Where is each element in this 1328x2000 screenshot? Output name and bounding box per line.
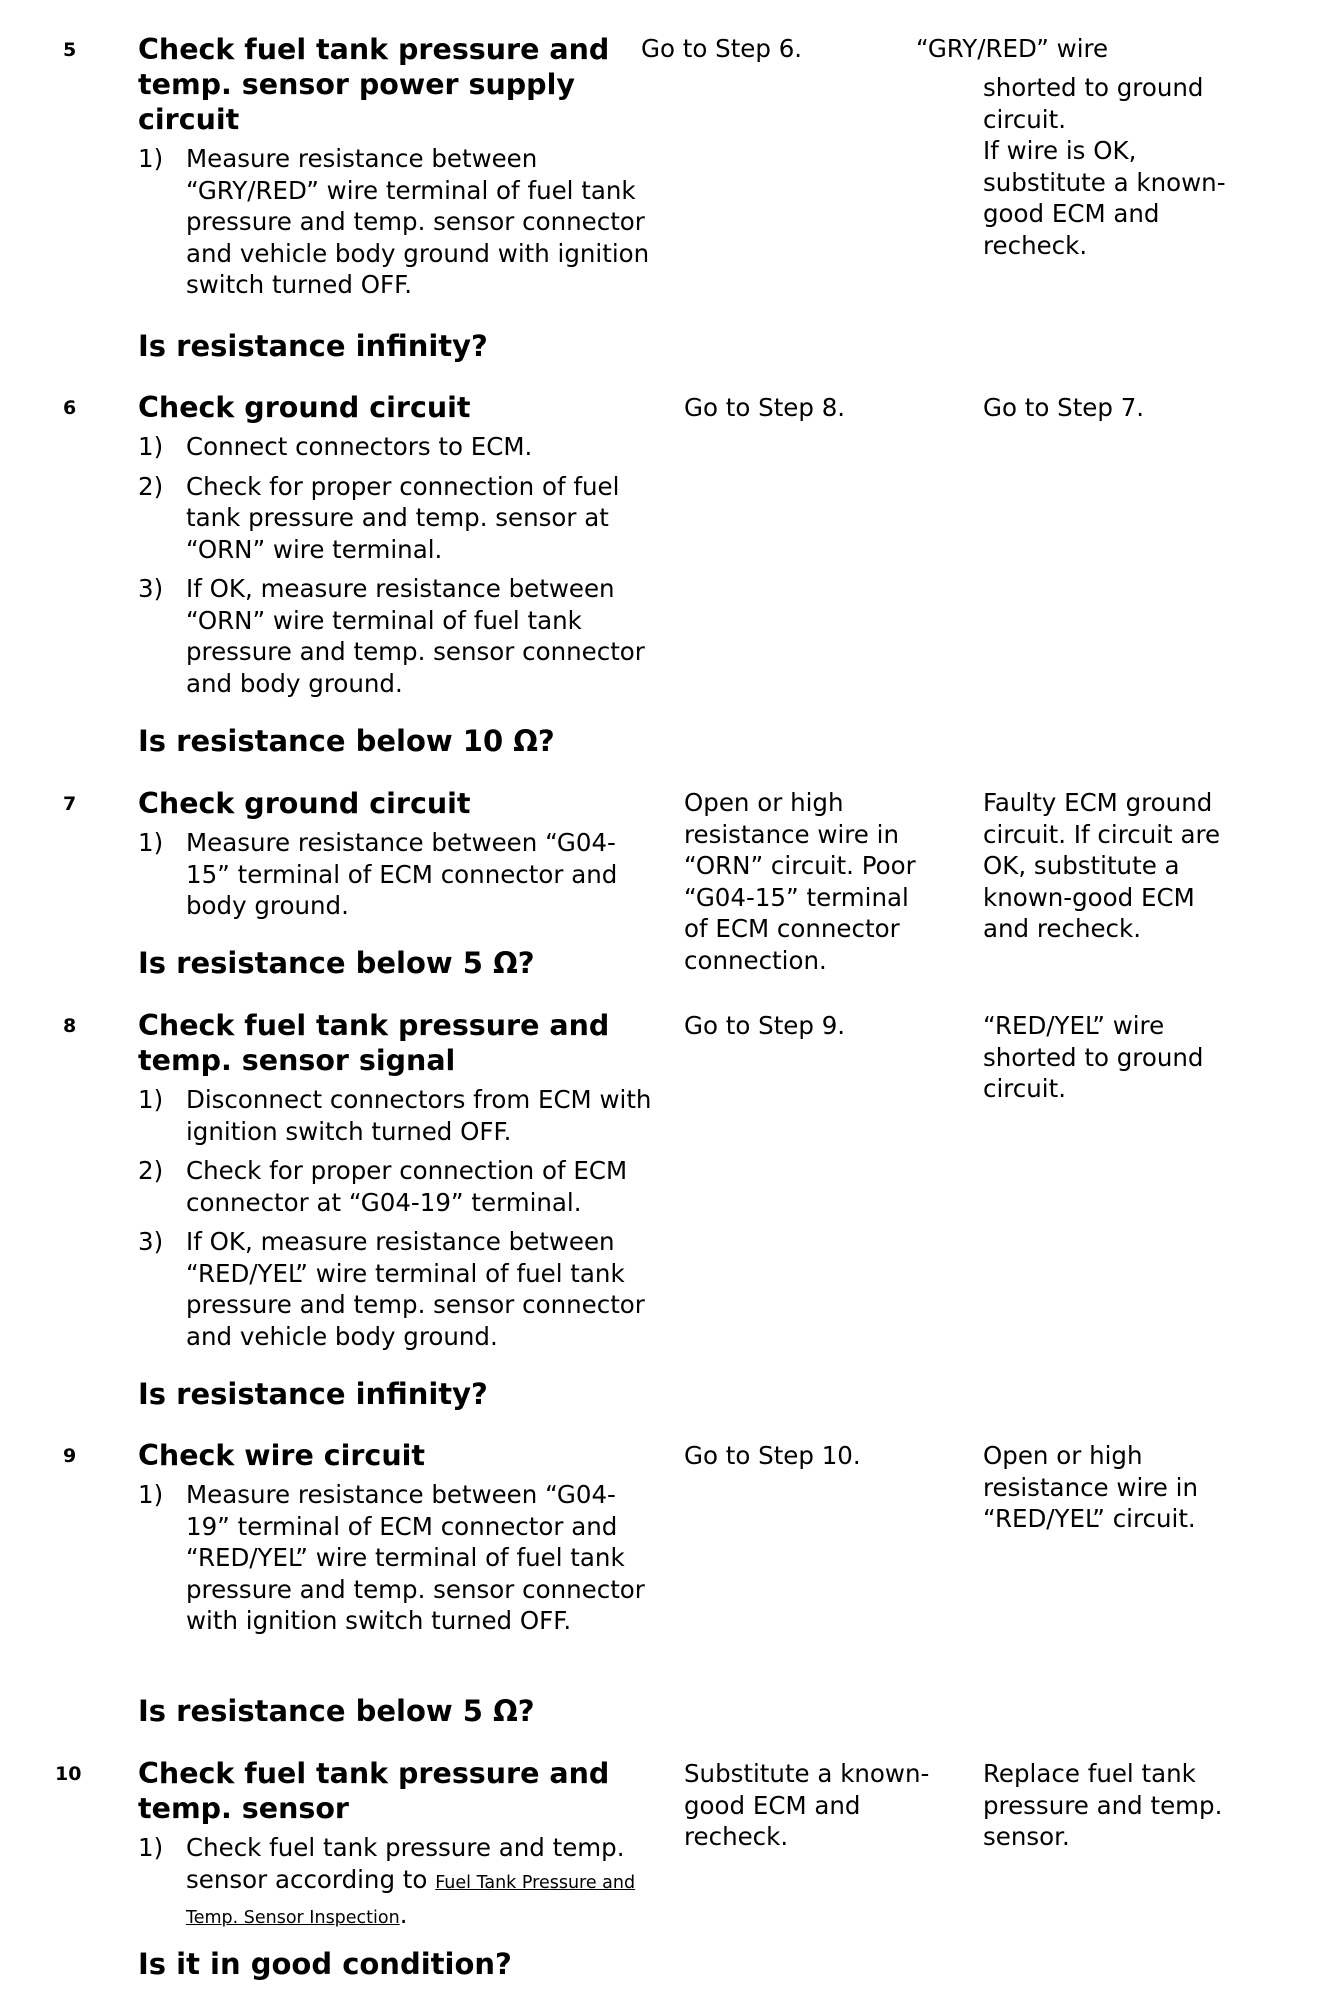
item-index: 1) — [138, 144, 164, 173]
item-index: 1) — [138, 432, 164, 461]
instruction-list — [138, 827, 658, 922]
item-text: If OK, measure resistance between “ORN” wire terminal of fuel tank pressure and temp. sensor connector and body ground. — [186, 574, 645, 698]
item-text-end: . — [399, 1900, 408, 1929]
item-index: 1) — [138, 1480, 164, 1509]
no-result: Faulty ECM ground circuit. If circuit are OK, substitute a known-good ECM and recheck. — [983, 788, 1221, 943]
step-title: Check fuel tank pressure and temp. sensor signal — [138, 1009, 610, 1077]
item-index: 2) — [138, 1156, 164, 1185]
step-action — [138, 390, 658, 707]
instruction-list — [138, 1084, 658, 1352]
step-title: Check fuel tank pressure and temp. sensor — [138, 1757, 610, 1825]
step-title: Check wire circuit — [138, 1439, 426, 1472]
step-number: 5 — [63, 39, 77, 61]
item-text: Measure resistance between “G04-19” terminal of ECM connector and “RED/YEL” wire terminal of fuel tank pressure and temp. sensor connector with ignition switch turned OFF. — [186, 1480, 645, 1635]
no-result: “RED/YEL” wire shorted to ground circuit. — [983, 1011, 1204, 1103]
item-index: 2) — [138, 471, 164, 501]
instruction-list — [138, 143, 658, 301]
step-question: Is resistance below 5 Ω? — [138, 946, 535, 980]
step-action — [138, 1438, 658, 1645]
instruction-item — [138, 1155, 658, 1218]
item-text: Check fuel tank pressure and temp. sensor according to — [186, 1833, 625, 1894]
no-result: shorted to ground circuit. If wire is OK, substitute a known- good ECM and recheck. — [983, 73, 1226, 260]
instruction-list — [138, 431, 658, 699]
step-title: Check ground circuit — [138, 787, 471, 820]
step-number: 9 — [63, 1445, 77, 1467]
instruction-item — [138, 471, 658, 566]
step-question: Is resistance infinity? — [138, 329, 488, 363]
item-index: 1) — [138, 1085, 164, 1114]
item-text: Connect connectors to ECM. — [186, 432, 533, 461]
item-text: Measure resistance between “G04-15” terminal of ECM connector and body ground. — [186, 828, 618, 920]
item-text: Disconnect connectors from ECM with ignition switch turned OFF. — [186, 1085, 652, 1146]
instruction-item — [138, 1084, 658, 1147]
instruction-item — [138, 1832, 658, 1935]
instruction-list — [138, 1832, 658, 1935]
yes-result: Open or high resistance wire in “ORN” circuit. Poor “G04-15” terminal of ECM connector connection. — [684, 788, 916, 975]
yes-result: Go to Step 6. — [641, 34, 803, 63]
instruction-item — [138, 573, 658, 699]
yes-result: Go to Step 10. — [684, 1441, 861, 1470]
step-question: Is resistance below 10 Ω? — [138, 724, 555, 758]
item-text: Measure resistance between “GRY/RED” wire terminal of fuel tank pressure and temp. sensor connector and vehicle body ground with ignition switch turned OFF. — [186, 144, 650, 299]
step-number: 8 — [63, 1015, 77, 1037]
step-action — [138, 1008, 658, 1360]
inspection-link[interactable]: Fuel Tank Pressure and Temp. Sensor Inspection — [186, 1872, 636, 1928]
no-result: Go to Step 7. — [983, 393, 1145, 422]
instruction-item — [138, 431, 658, 463]
item-index: 1) — [138, 1833, 164, 1862]
no-result: Replace fuel tank pressure and temp. sensor. — [983, 1759, 1223, 1851]
step-title: Check fuel tank pressure and temp. sensor power supply circuit — [138, 33, 610, 136]
yes-result: Substitute a known- good ECM and recheck. — [684, 1759, 930, 1851]
item-index: 3) — [138, 1227, 164, 1256]
step-number: 6 — [63, 397, 77, 419]
step-action — [138, 1756, 658, 1943]
instruction-list — [138, 1479, 658, 1637]
step-question: Is resistance infinity? — [138, 1377, 488, 1411]
item-text: If OK, measure resistance between “RED/YEL” wire terminal of fuel tank pressure and temp. sensor connector and vehicle body ground. — [186, 1227, 645, 1351]
step-question: Is it in good condition? — [138, 1947, 512, 1981]
item-index: 3) — [138, 574, 164, 603]
item-index: 1) — [138, 828, 164, 857]
no-result-first-line: “GRY/RED” wire — [916, 34, 1109, 63]
step-number: 7 — [63, 793, 77, 815]
instruction-item — [138, 143, 658, 301]
step-question: Is resistance below 5 Ω? — [138, 1694, 535, 1728]
item-text: Check for proper connection of ECM connector at “G04-19” terminal. — [186, 1156, 628, 1217]
step-action — [138, 32, 658, 309]
step-action — [138, 786, 658, 930]
instruction-item — [138, 827, 658, 922]
yes-result: Go to Step 8. — [684, 393, 846, 422]
item-text: Check for proper connection of fuel tank pressure and temp. sensor at “ORN” wire terminal. — [186, 471, 620, 564]
step-number: 10 — [55, 1763, 82, 1785]
no-result: Open or high resistance wire in “RED/YEL” circuit. — [983, 1441, 1198, 1533]
step-title: Check ground circuit — [138, 391, 471, 424]
instruction-item — [138, 1226, 658, 1352]
yes-result: Go to Step 9. — [684, 1011, 846, 1040]
instruction-item — [138, 1479, 658, 1637]
